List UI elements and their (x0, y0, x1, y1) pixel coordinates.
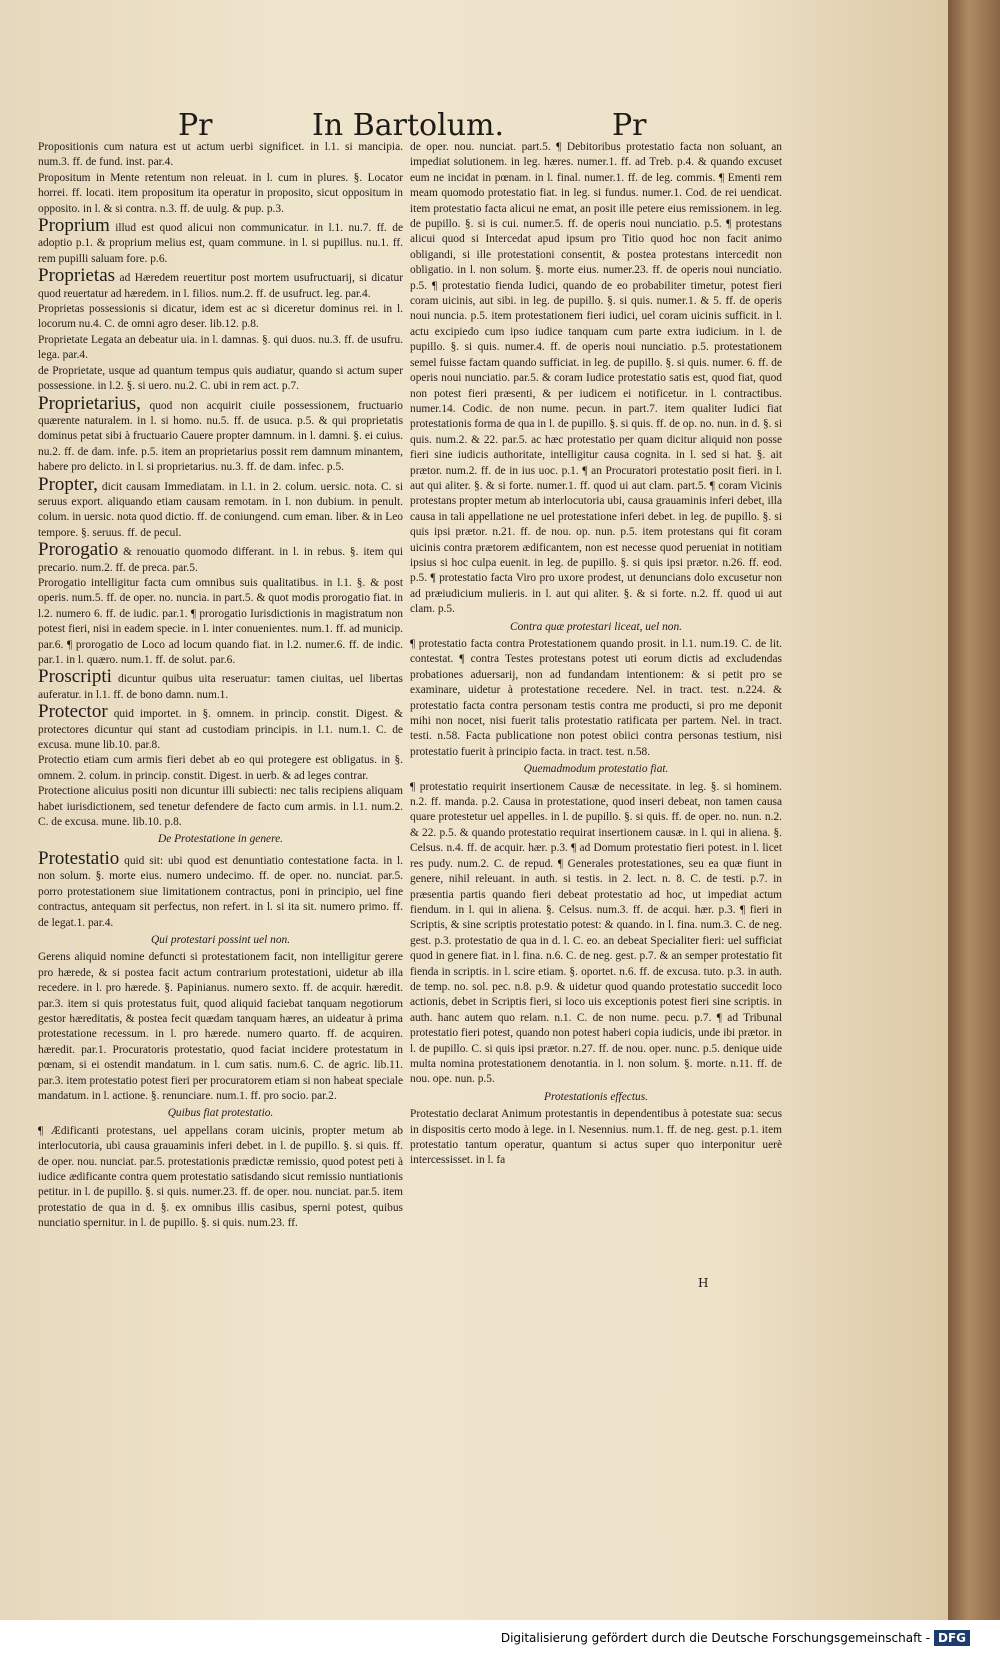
index-entry (410, 1107, 782, 1169)
entry-lemma: Proprietas (38, 265, 116, 287)
entry-text: Protectio etiam cum armis fieri debet ab eo qui protegere est obligatus. in §. omnem. 2. colum. in princip. constit. Digest. in uerb. & ad leges contrar. (38, 754, 403, 782)
left-column (38, 140, 403, 1232)
entry-text: Proprietas possessionis si dicatur, idem est ac si diceretur dominus rei. in l. locorum nu.4. C. de omni agro deser. lib.12. p.8. (38, 303, 403, 331)
entry-text: ¶ protestatio facta contra Protestationem quando prosit. in l.1. num.19. C. de lit. contestat. ¶ contra Testes protestans potest uti eorum dictis ad excludendas probationes aduersarij, non ad fundandam intentionem: & si petit pro se examinare, uidetur à protestatione recedere. Nel. in tract. test. n.224. & protestatio facta contra personam testis contra me producti, si pro me deponit mihi non nocet, nisi fuerit talis protestatio ratificata per partem. Nel. in tract. testi. n.58. Facta publicatione non potest obiici contra personas testium, nisi protestatio fuerit à principio facta. in tract. test. n.58. (410, 638, 782, 758)
index-entry (38, 703, 403, 753)
section-subheading: De Protestatione in genere. (157, 833, 284, 846)
footer-text: Digitalisierung gefördert durch die Deutsche Forschungsgemeinschaft - (500, 1631, 930, 1645)
entry-text: Prorogatio intelligitur facta cum omnibus suis qualitatibus. in l.1. §. & post operis. num.5. ff. de oper. no. nuncia. in part.5. & quot modis prorogatio fiat. in l.2. numero 6. ff. de iudic. par.1. ¶ prorogatio Iurisdictionis in magistratum non potest fieri, nisi in eadem specie. in l. inter conuenientes. num.1. ff. ad municip. par.6. ¶ prorogatio de Loco ad locum quando fiat. in l.2. numer.6. ff. de indic. par.1. in l. quæro. num.1. ff. de solut. par.6. (38, 576, 403, 666)
entry-text: de Proprietate, usque ad quantum tempus quis audiatur, quando si actum super possessione. in l.2. §. si uero. nu.2. C. ubi in rem act. p.7. (38, 364, 403, 393)
index-entry (38, 668, 403, 703)
entry-text: ¶ protestatio requirit insertionem Causæ de necessitate. in leg. §. si hominem. n.2. ff. manda. p.2. Causa in protestatione, quod inseri debeat, non tamen causa quare protestetur uel appelles. in l. de pupillo. §. si quis. ff. de oper. no. nun. n.2. & 22. p.5. & quando protestatio requirat insertionem causæ. in l. qui in aliena. §. Celsus. n.4. ff. de acquir. hær. p.3. ¶ ad Domum protestatio fieri potest. in l. licet res pudy. num.2. C. de repud. ¶ Generales protestationes, seu ea quæ fiunt in genere, nihil releuant. in auth. si testis. in 2. lect. n. 8. C. de testi. p.7. in præsentia partis quando fieri debeat protestatio ad hoc, ut impediat actum fiendum. in l. qui in aliena. §. Celsus. num.3. ff. de acqui. hær. p.3. ¶ fieri in Scriptis, & sine scriptis protestatio potest: & quando. in l. fina. num.3. C. de neg. gest. p.3. protestatio de qua in d. l. C. eo. an debeat Specialiter fieri: uel sufficiat quod in genere fiat. in l. fina. n.6. C. de neg. gest. p.7. & an semper protestatio fit fienda in scriptis. in l. scire etiam. §. oportet. n.6. ff. de excusa. tuto. p.3. in auth. de temp. no. sol. pec. n.8. p.9. & uidetur quod quando protestatio succedit loco actionis, debet in Scriptis fieri, si loco uis exceptionis potest fieri sine scriptis. in auth. hanc autem quo relam. n.1. C. de non nume. pecu. p.7. ¶ ad Tribunal protestatio fieri potest, quando non potest haberi copia iudicis, unde ibi prætor. in l. de pupillo. C. si quis ipsi prætor. n.27. ff. de nou. oper. nunc. p.5. denique uide multa nomina protestationem denotantia. in l. non solum. §. morte. n.11. ff. de nou. ope. nun. p.5. (410, 780, 782, 1086)
index-entry (38, 392, 403, 476)
entry-text: ¶ Ædificanti protestans, uel appellans coram uicinis, propter metum ab interlocutoria, ubi causa grauaminis inferi debet. in l. de pupillo. §. si quis. ff. de oper. nou. nunciat. par.5. protestationis prædictæ remissio, quod potest peti à iudice ædificante contra quem protestatio satisdando sicut remissio nuntiationis petitur. in l. de pupillo. §. si quis. numer.23. ff. de oper. nou. nunciat. par.5. item protestatio de qua in d. §. ex omnibus illis casibus, sperni potest, quibus nunciatio spernitur. in l. de pupillo. §. si quis. num.23. ff. (38, 1124, 403, 1230)
entry-text: Protestatio declarat Animum protestantis in dependentibus à potestate sua: secus in dispositis certo modo à lege. in l. Nesennius. num.1. ff. de neg. gest. p.1. item protestatio tantum operatur, quantum si actus super quo interponitur uerè intercessisset. in l. fa (410, 1108, 782, 1167)
entry-text: Propositum in Mente retentum non releuat. in l. cum in plures. §. Locator horrei. ff. locati. item propositum ita operatur in proposito, sicut oppositum in opposito. in l. & si contra. n.3. ff. de uulg. & pup. p.3. (38, 171, 403, 215)
index-entry (38, 541, 403, 576)
index-entry (38, 302, 403, 333)
index-entry (410, 637, 782, 760)
index-entry (410, 140, 782, 618)
entry-lemma: Propter, (38, 473, 98, 495)
index-entry (38, 267, 403, 302)
index-entry (38, 576, 403, 668)
entry-text: Gerens aliquid nomine defuncti si protestationem facit, non intelligitur gerere pro hærede, & si postea facit actum contrarium protestationi, uidetur ab illa recedere. in l. pro hærede. §. Papinianus. numero sexto. ff. de acquir. hæredit. par.3. item si quis protestatus fuit, quod aliquid faciebat tanquam negotiorum gestor hæreditatis, & postea fecit quædam tanquam hæres, an uideatur à prima protestatione recessum. in l. pro hærede. numero quarto. ff. de acquiren. hæredit. par.1. Procuratoris protestatio, quod faciat incidere protestatum in pœnam, si ei ostendit mandatum. in l. cum satis. num.6. C. de agric. lib.11. par.3. item protestatio potest fieri per procuratorem etiam si non habeat speciale mandatum. in l. actione. §. renunciare. num.1. ff. pro socio. par.2. (38, 951, 403, 1102)
section-subheading: Quibus fiat protestatio. (167, 1107, 274, 1120)
header-right: Pr (612, 108, 647, 143)
entry-text: de oper. nou. nunciat. part.5. ¶ Debitoribus protestatio facta non soluant, an impediat solutionem. in leg. hæres. numer.1. ff. ad Treb. p.4. & quando excuset eum ne incidat in pœnam. in l. final. numer.1. ff. de leg. commis. ¶ Ementi rem meam quomodo protestatio fiat. in leg. si fundus. numer.1. Cod. de rei uendicat. item protestatio facta alicui ne emat, an posit ille petere eius remissionem. in leg. de pupillo. §. si is cui. numer.5. ff. de operis noui nunciatio. p.5. ¶ protestans alicui quod si Intercedat apud ipsum pro Titio quod hoc non facit animo obligandi, si ille protestationi consentit, & postea protestans intercedit non obligatio. in l. non solum. §. morte eius. numer.23. ff. de operis noui nunciatio. p.5. ¶ protestatio fienda Iudici, quando de eo probabiliter timetur, potest fieri coram uicinis, aut sibi. in leg. de pupillo. §. si quis. numer.1. & 5. ff. de operis noui nuncia. p.5. item protestationem fieri iudici, uel coram uicinis sufficit. in l. actu excipiedo cum ipso iudice tanquam cum parte extra iudicium. in l. de pupillo. §. si quis. numer.4. ff. de operis noui nunciatio. p.5. protestationem semel fuisse factam quando sufficiat. in leg. de pupillo. §. si quis. numer. 6. ff. de operis noui nunciatio. par.5. & coram Iudice protestatio satis est, quod fiat, quod non potest fieri præsenti, & per iudicem ei notificetur. in l. contractibus. numer.14. Codic. de non nume. pecun. in part.7. item qualiter Iudici fiat protestationis forma de qua in l. de pupillo. §. si quis. ff. de op. no. nun. in d. §. si quis. num.2. & 22. par.5. ac hæc protestatio per quam dicitur aliquid non posse fieri sine iudicis authoritate, intelligitur causa cognita. in l. sed si hat. §. ait prætor. num.2. ff. de in ius uoc. p.1. ¶ an Procuratori protestatio posit fieri. in l. aut qui aliter. §. & si forte. numer.1. ff. quod ui aut clam. part.5. ¶ coram Vicinis protestans propter metum ab interlocutoria ubi, causa grauaminis inferi debet, illa causa in tali appellatione ne uel protestatione inferi debet. in leg. de pupillo. §. si quis ipsi prætor. n.21. ff. de nou. op. nun. p.5. item protestans qui fit coram uicinis contra prætorem ædificantem, non est necesse quod perueniat in notitiam ipsius si hoc culpa euenit. in leg. de pupillo. §. si quis ipsi prætor. n.26. ff. eod. p.5. ¶ protestatio facta Viro pro uxore prodest, ut denuncians dolo excusetur non ad præiudicium mulieris. in l. aut qui aliter. §. & si forte. n.2. ff. quod ui aut clam. p.5. (410, 141, 782, 616)
entry-lemma: Proprietarius, (38, 392, 141, 414)
entry-lemma: Prorogatio (38, 539, 119, 561)
entry-text: Protectione alicuius positi non dicuntur illi subiecti: nec talis recipiens aliquam habet iurisdictionem, sed tenetur defendere de facto cum armis. in l.1. num.2. C. de excusa. mune. lib.10. p.8. (38, 785, 403, 829)
entry-text: quod non acquirit ciuile possessionem, fructuario quærente naturalem. in l. si homo. nu.5. ff. de usuca. p.5. & qui proprietatis dominus petat sibi à fructuario Cauere propter damnum. in l. damni. §. ei cuius. nu.2. ff. de dam. infe. p.5. item an proprietarius possit rem damnum minantem, habere pro delicto. in l. si proprietarius. nu.3. ff. de dam. infec. p.5. (38, 399, 403, 474)
header-left: Pr (178, 108, 213, 143)
index-entry (38, 847, 403, 931)
index-entry (38, 784, 403, 830)
index-entry (410, 780, 782, 1088)
entry-lemma: Proprium (38, 215, 110, 237)
entry-text: & renouatio quomodo differant. in l. in rebus. §. item qui precario. num.2. ff. de preca. par.5. (38, 546, 403, 574)
section-subheading: Protestationis effectus. (544, 1090, 648, 1103)
entry-lemma: Proscripti (38, 666, 112, 688)
entry-lemma: Protestatio (38, 847, 120, 869)
right-column (410, 140, 782, 1169)
index-entry (38, 171, 403, 217)
footer-credit (501, 1630, 970, 1646)
footer-bar (0, 1620, 1000, 1655)
index-entry (38, 1124, 403, 1232)
entry-text: quid importet. in §. omnem. in princip. constit. Digest. & protectores dicuntur qui stant ad custodiam principis. in l.1. num.1. C. de excusa. mune lib.10. par.8. (38, 708, 403, 752)
section-subheading: Contra quæ protestari liceat, uel non. (509, 620, 683, 633)
entry-lemma: Protector (38, 701, 108, 723)
index-entry (38, 333, 403, 364)
index-entry (38, 473, 403, 542)
dfg-logo: DFG (934, 1630, 970, 1646)
index-entry (38, 364, 403, 395)
index-entry (38, 753, 403, 784)
entry-text: dicuntur quibus uita reseruatur: tamen ciuitas, uel libertas auferatur. in l.1. ff. de bono damn. num.1. (38, 673, 403, 701)
index-entry (38, 950, 403, 1104)
section-subheading: Qui protestari possint uel non. (150, 933, 291, 946)
catchword: H (698, 1276, 709, 1290)
header-title: In Bartolum. (312, 108, 504, 143)
entry-text: dicit causam Immediatam. in l.1. in 2. colum. uersic. nota. C. si seruus export. aliquando etiam causam remotam. in l. non dubium. in penult. colum. in uersic. nota quod dictio. ff. de coniungend. cum eman. liber. & in Leo tempore. §. seruus. ff. de pecul. (38, 480, 403, 539)
section-subheading: Quemadmodum protestatio fiat. (523, 763, 669, 776)
entry-text: Proprietate Legata an debeatur uia. in l. damnas. §. qui duos. nu.3. ff. de usufru. lega. par.4. (38, 333, 403, 362)
index-entry (38, 140, 403, 171)
entry-text: ad Hæredem reuertitur post mortem usufructuarij, si dicatur quod reuertatur ad hæredem. in l. filios. num.2. ff. de usufruct. leg. par.4. (38, 272, 403, 300)
entry-text: illud est quod alicui non communicatur. in l.1. nu.7. ff. de adoptio p.1. & proprium melius est, quam commune. in l. si pupillus. nu.1. ff. rem pupilli saluam fore. p.6. (38, 222, 403, 265)
index-entry (38, 217, 403, 267)
entry-text: Propositionis cum natura est ut actum uerbi significet. in l.1. si mancipia. num.3. ff. de fund. inst. par.4. (38, 141, 403, 169)
book-spine (948, 0, 1000, 1655)
entry-text: quid sit: ubi quod est denuntiatio contestatione facta. in l. non solum. §. morte eius. numero undecimo. ff. de oper. no. nunciat. par.5. porro protestationem siue limitationem contractus, poni in principio, uel fine contractus, antequam sit perfectus, non refert. in l. si ita sit. numero primo. ff. de legat.1. par.4. (38, 854, 403, 929)
